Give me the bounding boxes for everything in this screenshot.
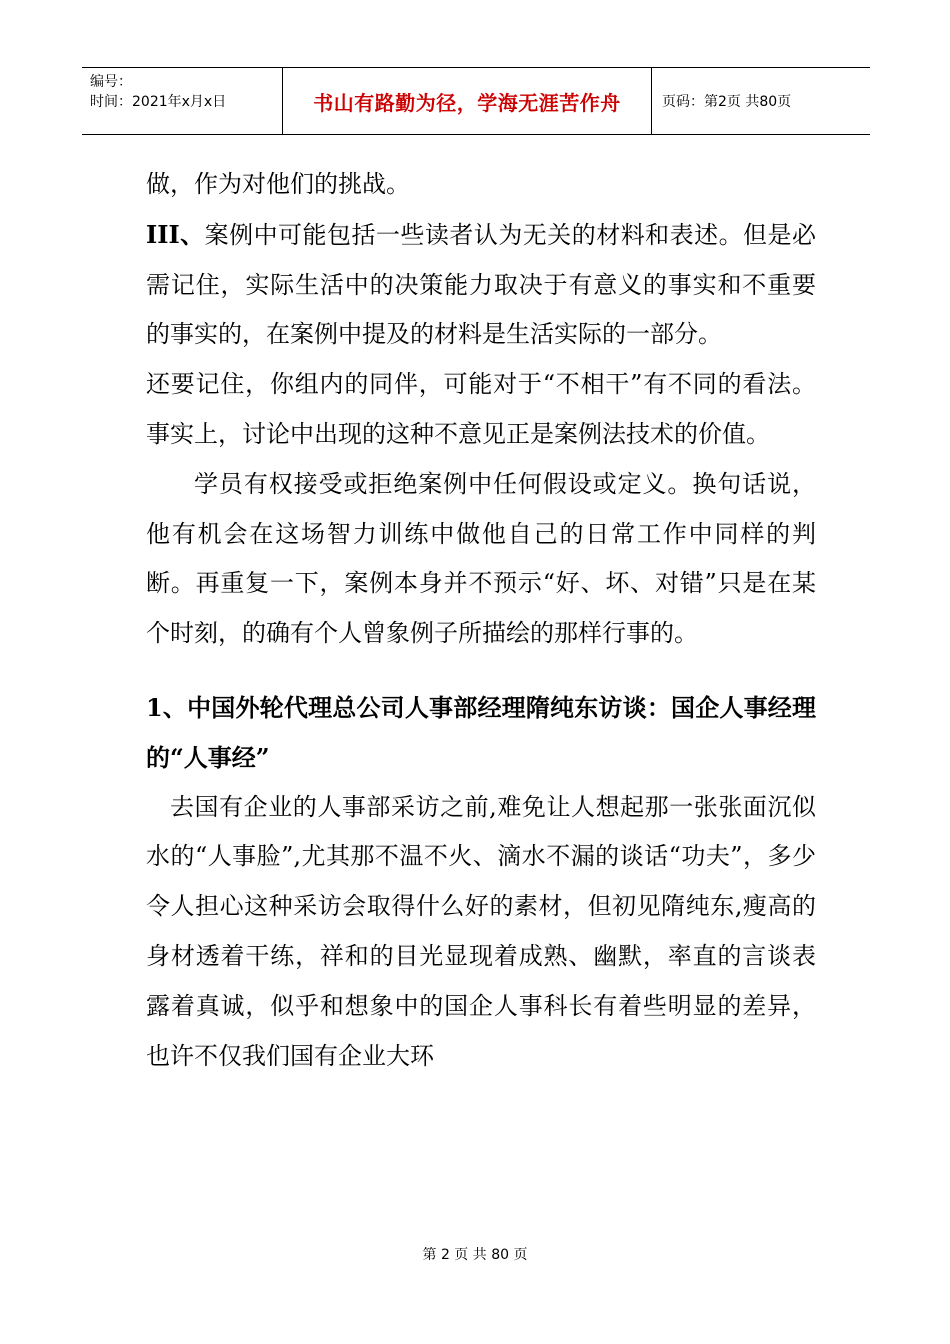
header-motto: 书山有路勤为径，学海无涯苦作舟	[282, 68, 652, 134]
header-page-info: 页码：第2页 共80页	[662, 94, 792, 110]
header-meta	[82, 68, 282, 134]
paragraph-interview-intro: 去国有企业的人事部采访之前,难免让人想起那一张张面沉似水的“人事脸”,尤其那不温不火、滴水不漏的谈话“功夫”，多少令人担心这种采访会取得什么好的素材，但初见隋纯东,瘦高的身材透着干练，祥和的目光显现着成熟、幽默，率直的言谈表露着真诚，似乎和想象中的国企人事科长有着些明显的差异，也许不仅我们国有企业大环	[146, 792, 816, 1070]
document-body	[146, 160, 816, 1081]
paragraph-point-three	[146, 210, 816, 360]
section-heading: 1、中国外轮代理总公司人事部经理隋纯东访谈：国企人事经理的“人事经”	[146, 692, 816, 772]
point-three-text: 案例中可能包括一些读者认为无关的材料和表述。但是必需记住，实际生活中的决策能力取决于有意义的事实和不重要的事实的，在案例中提及的材料是生活实际的一部分。	[146, 220, 817, 349]
document-time: 时间：2021年x月x日	[90, 94, 227, 110]
document-number-label: 编号：	[90, 74, 132, 90]
page-header	[82, 67, 870, 135]
paragraph-reminder: 还要记住，你组内的同伴，可能对于“不相干”有不同的看法。事实上，讨论中出现的这种不意见正是案例法技术的价值。	[146, 370, 816, 448]
page-footer: 第 2 页 共 80 页	[422, 1247, 528, 1263]
paragraph-continuation: 做，作为对他们的挑战。	[146, 170, 410, 198]
paragraph-trainee-rights: 学员有权接受或拒绝案例中任何假设或定义。换句话说，他有机会在这场智力训练中做他自己的日常工作中同样的判断。再重复一下，案例本身并不预示“好、坏、对错”只是在某个时刻，的确有个人曾象例子所描绘的那样行事的。	[146, 469, 816, 648]
point-three-prefix: III、	[146, 219, 205, 249]
